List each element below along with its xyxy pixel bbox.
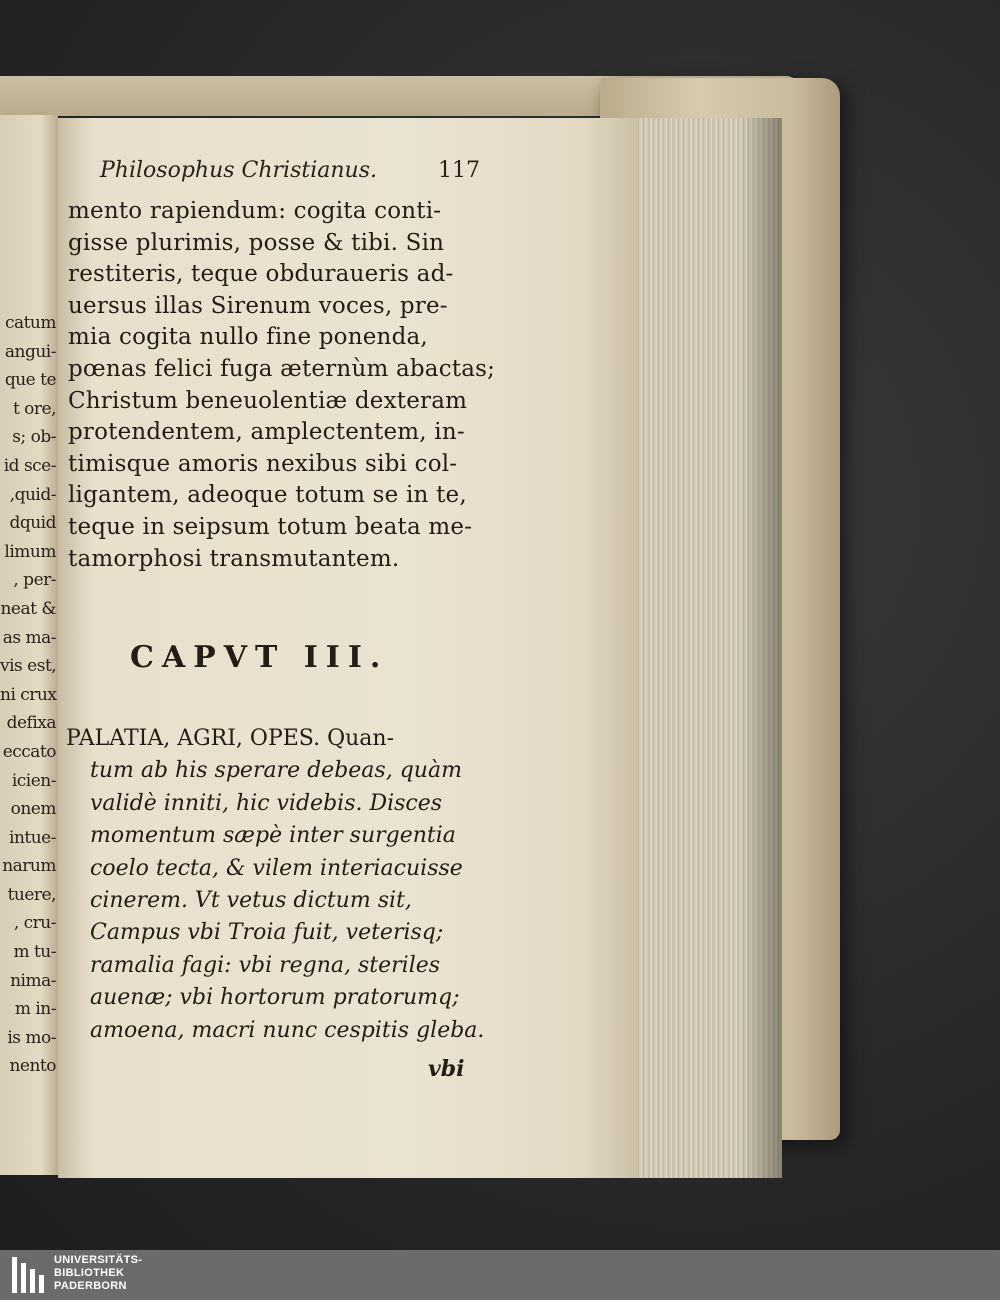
left-line: que te [4, 370, 56, 391]
left-line: t ore, [12, 398, 56, 419]
left-line: , cru- [13, 913, 56, 934]
chapter-heading: CAPVT III. [130, 640, 389, 675]
left-line: m tu- [13, 942, 56, 963]
left-line: angui- [4, 341, 56, 362]
text-line: PALATIA, AGRI, OPES. Quan- [66, 726, 395, 751]
logo-line-2: BIBLIOTHEK [54, 1267, 125, 1279]
left-line: neat & [0, 598, 56, 619]
left-line: intue- [9, 827, 56, 848]
left-line: nima- [10, 970, 56, 991]
left-line: tuere, [7, 884, 56, 905]
left-line: ni crux [0, 684, 57, 705]
text-line: uersus illas Sirenum voces, pre- [68, 292, 448, 319]
text-line: momentum sæpè inter surgentia [90, 823, 456, 849]
section-text [66, 726, 486, 1050]
left-line: , per- [13, 570, 56, 591]
text-line: protendentem, amplectentem, in- [68, 419, 465, 446]
left-line: nento [9, 1056, 56, 1077]
body-text [68, 198, 496, 577]
logo-line-1: UNIVERSITÄTS- [54, 1254, 143, 1266]
left-line: catum [4, 313, 56, 333]
text-line: pœnas felici fuga æternùm abactas; [68, 355, 496, 382]
left-line: s; ob- [12, 427, 56, 448]
text-line: mia cogita nullo fine ponenda, [68, 324, 428, 351]
left-line: id sce- [3, 455, 56, 476]
left-page-text [0, 313, 58, 1085]
left-line: limum [4, 541, 56, 562]
page-number: 117 [438, 158, 480, 183]
running-head [100, 158, 480, 183]
left-line: onem [10, 799, 56, 820]
text-line: ligantem, adeoque totum se in te, [68, 482, 467, 509]
text-line: tamorphosi transmutantem. [68, 545, 400, 572]
library-logo-text [54, 1254, 142, 1293]
text-line: tum ab his sperare debeas, quàm [90, 758, 462, 784]
text-line: cinerem. Vt vetus dictum sit, [90, 887, 412, 913]
left-line: defixa [6, 713, 56, 734]
text-line: Christum beneuolentiæ dexteram [68, 387, 468, 414]
left-line: vis est, [0, 656, 57, 677]
left-line: narum [2, 856, 56, 877]
left-line: is mo- [7, 1027, 56, 1048]
text-line: validè inniti, hic videbis. Disces [90, 790, 443, 816]
left-line: dquid [9, 513, 56, 534]
text-line: gisse plurimis, posse & tibi. Sin [68, 229, 445, 256]
left-line: m in- [14, 999, 56, 1020]
text-line: mento rapiendum: cogita conti- [68, 198, 442, 224]
logo-line-3: PADERBORN [54, 1280, 127, 1292]
left-page [0, 115, 58, 1175]
page-edges-shadow [740, 118, 780, 1178]
text-line: coelo tecta, & vilem interiacuisse [90, 855, 463, 881]
text-line: timisque amoris nexibus sibi col- [68, 450, 458, 477]
left-line: icien- [11, 770, 56, 791]
left-line: as ma- [2, 627, 56, 648]
text-line: teque in seipsum totum beata me- [68, 513, 473, 540]
text-line: Campus vbi Troia fuit, veterisq; [90, 920, 444, 946]
footer-bar [0, 1250, 1000, 1300]
text-line: auenæ; vbi hortorum pratorumq; [90, 985, 460, 1011]
text-line: restiteris, teque obduraueris ad- [68, 261, 454, 288]
library-logo-icon [12, 1257, 46, 1293]
catchword: vbi [428, 1056, 465, 1082]
text-line: amoena, macri nunc cespitis gleba. [90, 1017, 485, 1043]
left-line: ,quid- [9, 484, 56, 505]
running-head-title: Philosophus Christianus. [100, 158, 377, 183]
text-line: ramalia fagi: vbi regna, steriles [90, 952, 441, 978]
left-line: eccato [2, 741, 56, 762]
